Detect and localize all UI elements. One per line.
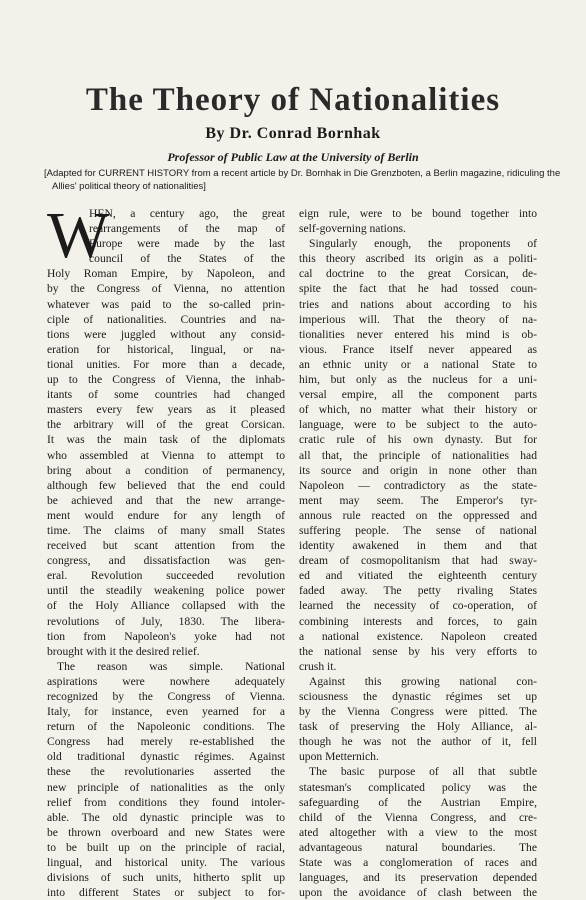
text-line: cratic rule of his own dynasty. But for bbox=[299, 433, 537, 447]
text-line: crush it. bbox=[299, 659, 337, 673]
text-line: its source and origin in none other than bbox=[299, 463, 537, 477]
text-line: annous rule reacted on the oppressed and bbox=[299, 508, 537, 522]
text-line: imperious will. That the theory of na- bbox=[299, 312, 537, 326]
text-line: revolutions of July, 1830. The libera- bbox=[47, 614, 285, 628]
text-line: tionalities never entered his mind is ob- bbox=[299, 327, 537, 341]
left-column bbox=[47, 199, 285, 900]
text-line: ment may seem. The Emperor's tyr- bbox=[299, 493, 537, 507]
text-line: be thrown overboard and new States were bbox=[47, 825, 285, 839]
text-line: brought with it the desired relief. bbox=[47, 644, 200, 658]
text-line: of the Holy Alliance collapsed with the bbox=[47, 599, 285, 613]
text-line: statesman's complicated policy was the bbox=[299, 780, 537, 794]
text-line: cal doctrine to the great Corsican, de- bbox=[299, 267, 537, 281]
text-line: child of the Vienna Congress, and cre- bbox=[299, 810, 537, 824]
text-line: learned the necessity of co-operation, of bbox=[299, 599, 537, 613]
text-line: advantageous natural boundaries. The bbox=[299, 840, 537, 854]
text-line: received but scant attention from the bbox=[47, 539, 285, 553]
text-line: into different States or subject to for- bbox=[47, 886, 285, 900]
text-line: until the steadily weakening police power bbox=[47, 584, 285, 598]
text-line: Against this growing national con- bbox=[309, 674, 537, 688]
author-affiliation: Professor of Public Law at the University of Berlin bbox=[167, 150, 419, 164]
text-line: suffering people. The sense of national bbox=[299, 523, 537, 537]
text-line: up to the Congress of Vienna, the inhab- bbox=[47, 373, 285, 387]
text-line: to be built up on the principle of racial, bbox=[47, 840, 285, 854]
text-line: versal empire, all the component parts bbox=[299, 388, 537, 402]
text-line: a national existence. Napoleon created bbox=[299, 629, 537, 643]
text-line: eration for historical, lingual, or na- bbox=[47, 342, 285, 356]
text-line: an ethnic unity or a national State to bbox=[299, 357, 537, 371]
text-line: this theory ascribed its origin as a politi- bbox=[299, 252, 537, 266]
text-line: all that, the principle of nationalities had bbox=[299, 448, 537, 462]
text-line: divisions of such units, hitherto split up bbox=[47, 871, 285, 885]
text-line: return of the Napoleonic conditions. The bbox=[47, 720, 285, 734]
text-line: him, but only as the nucleus for a uni- bbox=[299, 373, 537, 387]
text-line: dream of cosmopolitanism that had sway- bbox=[299, 554, 537, 568]
text-line: itants of some countries had changed bbox=[47, 388, 285, 402]
author-byline: By Dr. Conrad Bornhak bbox=[205, 125, 381, 142]
text-line: upon Metternich. bbox=[299, 750, 379, 764]
text-line: tional unities. For more than a decade, bbox=[47, 357, 285, 371]
text-line: new principle of nationalities as the only bbox=[47, 780, 285, 794]
text-line: be achieved and that the new arrange- bbox=[47, 493, 285, 507]
text-line: by the Vienna Congress were pitted. The bbox=[299, 705, 537, 719]
text-line: eral. Revolution succeeded revolution bbox=[47, 569, 285, 583]
text-line: council of the States of the bbox=[89, 252, 285, 266]
text-line: ated altogether with a view to the most bbox=[299, 825, 537, 839]
text-line: who assembled at Vienna to attempt to bbox=[47, 448, 285, 462]
text-line: task of preserving the Holy Alliance, al- bbox=[299, 720, 537, 734]
text-line: combining interests and forces, to gain bbox=[299, 614, 537, 628]
text-line: languages, and its preservation depended bbox=[299, 871, 537, 885]
text-line: time. The claims of many small States bbox=[47, 523, 285, 537]
text-line: self-governing nations. bbox=[299, 222, 406, 236]
text-line: though he was not the author of it, fell bbox=[299, 735, 537, 749]
text-line: the national sense by his very efforts to bbox=[299, 644, 537, 658]
text-line: The reason was simple. National bbox=[57, 659, 285, 673]
text-line: sciousness the dynastic régimes set up bbox=[299, 690, 537, 703]
text-line: Congress had merely re-established the bbox=[47, 735, 285, 749]
text-line: ciple of nationalities. Countries and na- bbox=[47, 312, 285, 326]
text-line: vious. France itself never appeared as bbox=[299, 342, 537, 356]
text-line: whatever was paid to the so-called prin- bbox=[47, 297, 285, 311]
text-line: upon the avoidance of clash between the bbox=[299, 886, 537, 900]
text-line: spite the fact that he had tossed coun- bbox=[299, 282, 537, 296]
text-line: HEN, a century ago, the great bbox=[89, 207, 285, 220]
text-line: eign rule, were to be bound together into bbox=[299, 207, 537, 220]
text-line: by the Congress of Vienna, no attention bbox=[47, 282, 285, 296]
text-line: congress, and dissatisfaction was gen- bbox=[47, 554, 285, 568]
text-line: It was the main task of the diplomats bbox=[47, 433, 285, 447]
drop-cap: W bbox=[47, 199, 110, 272]
text-line: tions were juggled without any consid- bbox=[47, 327, 285, 341]
text-line: language, were to be subject to the auto- bbox=[299, 418, 537, 432]
text-line: these the revolutionaries asserted the bbox=[47, 765, 285, 779]
text-line: lingual, and historical unity. The various bbox=[47, 856, 285, 870]
text-line: recognized by the Congress of Vienna. bbox=[47, 690, 285, 703]
article-title: The Theory of Nationalities bbox=[85, 82, 501, 118]
text-line: aspirations were nowhere adequately bbox=[47, 674, 285, 688]
text-line: able. The old dynastic principle was to bbox=[47, 810, 285, 824]
text-line: of which, no matter what their history or bbox=[299, 403, 537, 417]
text-line: although few believed that the end could bbox=[47, 478, 285, 492]
text-line: masters every few years as it pleased bbox=[47, 403, 285, 417]
text-line: tries and nations about according to his bbox=[299, 297, 537, 311]
text-line: The basic purpose of all that subtle bbox=[309, 765, 537, 779]
editorial-note: [Adapted for CURRENT HISTORY from a recent article by Dr. Bornhak in Die Grenzboten, a Berlin magazine, ridiculing the Allies' political theory of nationalities] bbox=[44, 168, 561, 192]
text-line: ment would endure for any length of bbox=[47, 508, 285, 522]
text-line: Italy, for instance, even yearned for a bbox=[47, 705, 285, 719]
right-column bbox=[299, 206, 537, 900]
text-line: Holy Roman Empire, by Napoleon, and bbox=[47, 267, 285, 281]
text-line: ed and vitiated the eighteenth century bbox=[299, 569, 537, 583]
text-line: tion from Napoleon's yoke had not bbox=[47, 629, 285, 643]
text-line: identity awakened in them and that bbox=[299, 539, 537, 553]
text-line: safeguarding of the Austrian Empire, bbox=[299, 795, 537, 809]
text-line: Napoleon — contradictory as the state- bbox=[299, 478, 537, 492]
text-line: Europe were made by the last bbox=[89, 237, 285, 251]
text-line: Singularly enough, the proponents of bbox=[309, 237, 537, 251]
text-line: the arbitrary will of the great Corsican. bbox=[47, 418, 285, 432]
text-line: bring about a condition of permanency, bbox=[47, 463, 285, 477]
text-line: faded away. The petty rivaling States bbox=[299, 584, 537, 598]
text-line: relief from conditions they found intoler- bbox=[47, 795, 285, 809]
text-line: State was a conglomeration of races and bbox=[299, 856, 537, 870]
text-line: old traditional dynastic régimes. Against bbox=[47, 750, 285, 764]
text-line: rearrangements of the map of bbox=[89, 222, 285, 236]
